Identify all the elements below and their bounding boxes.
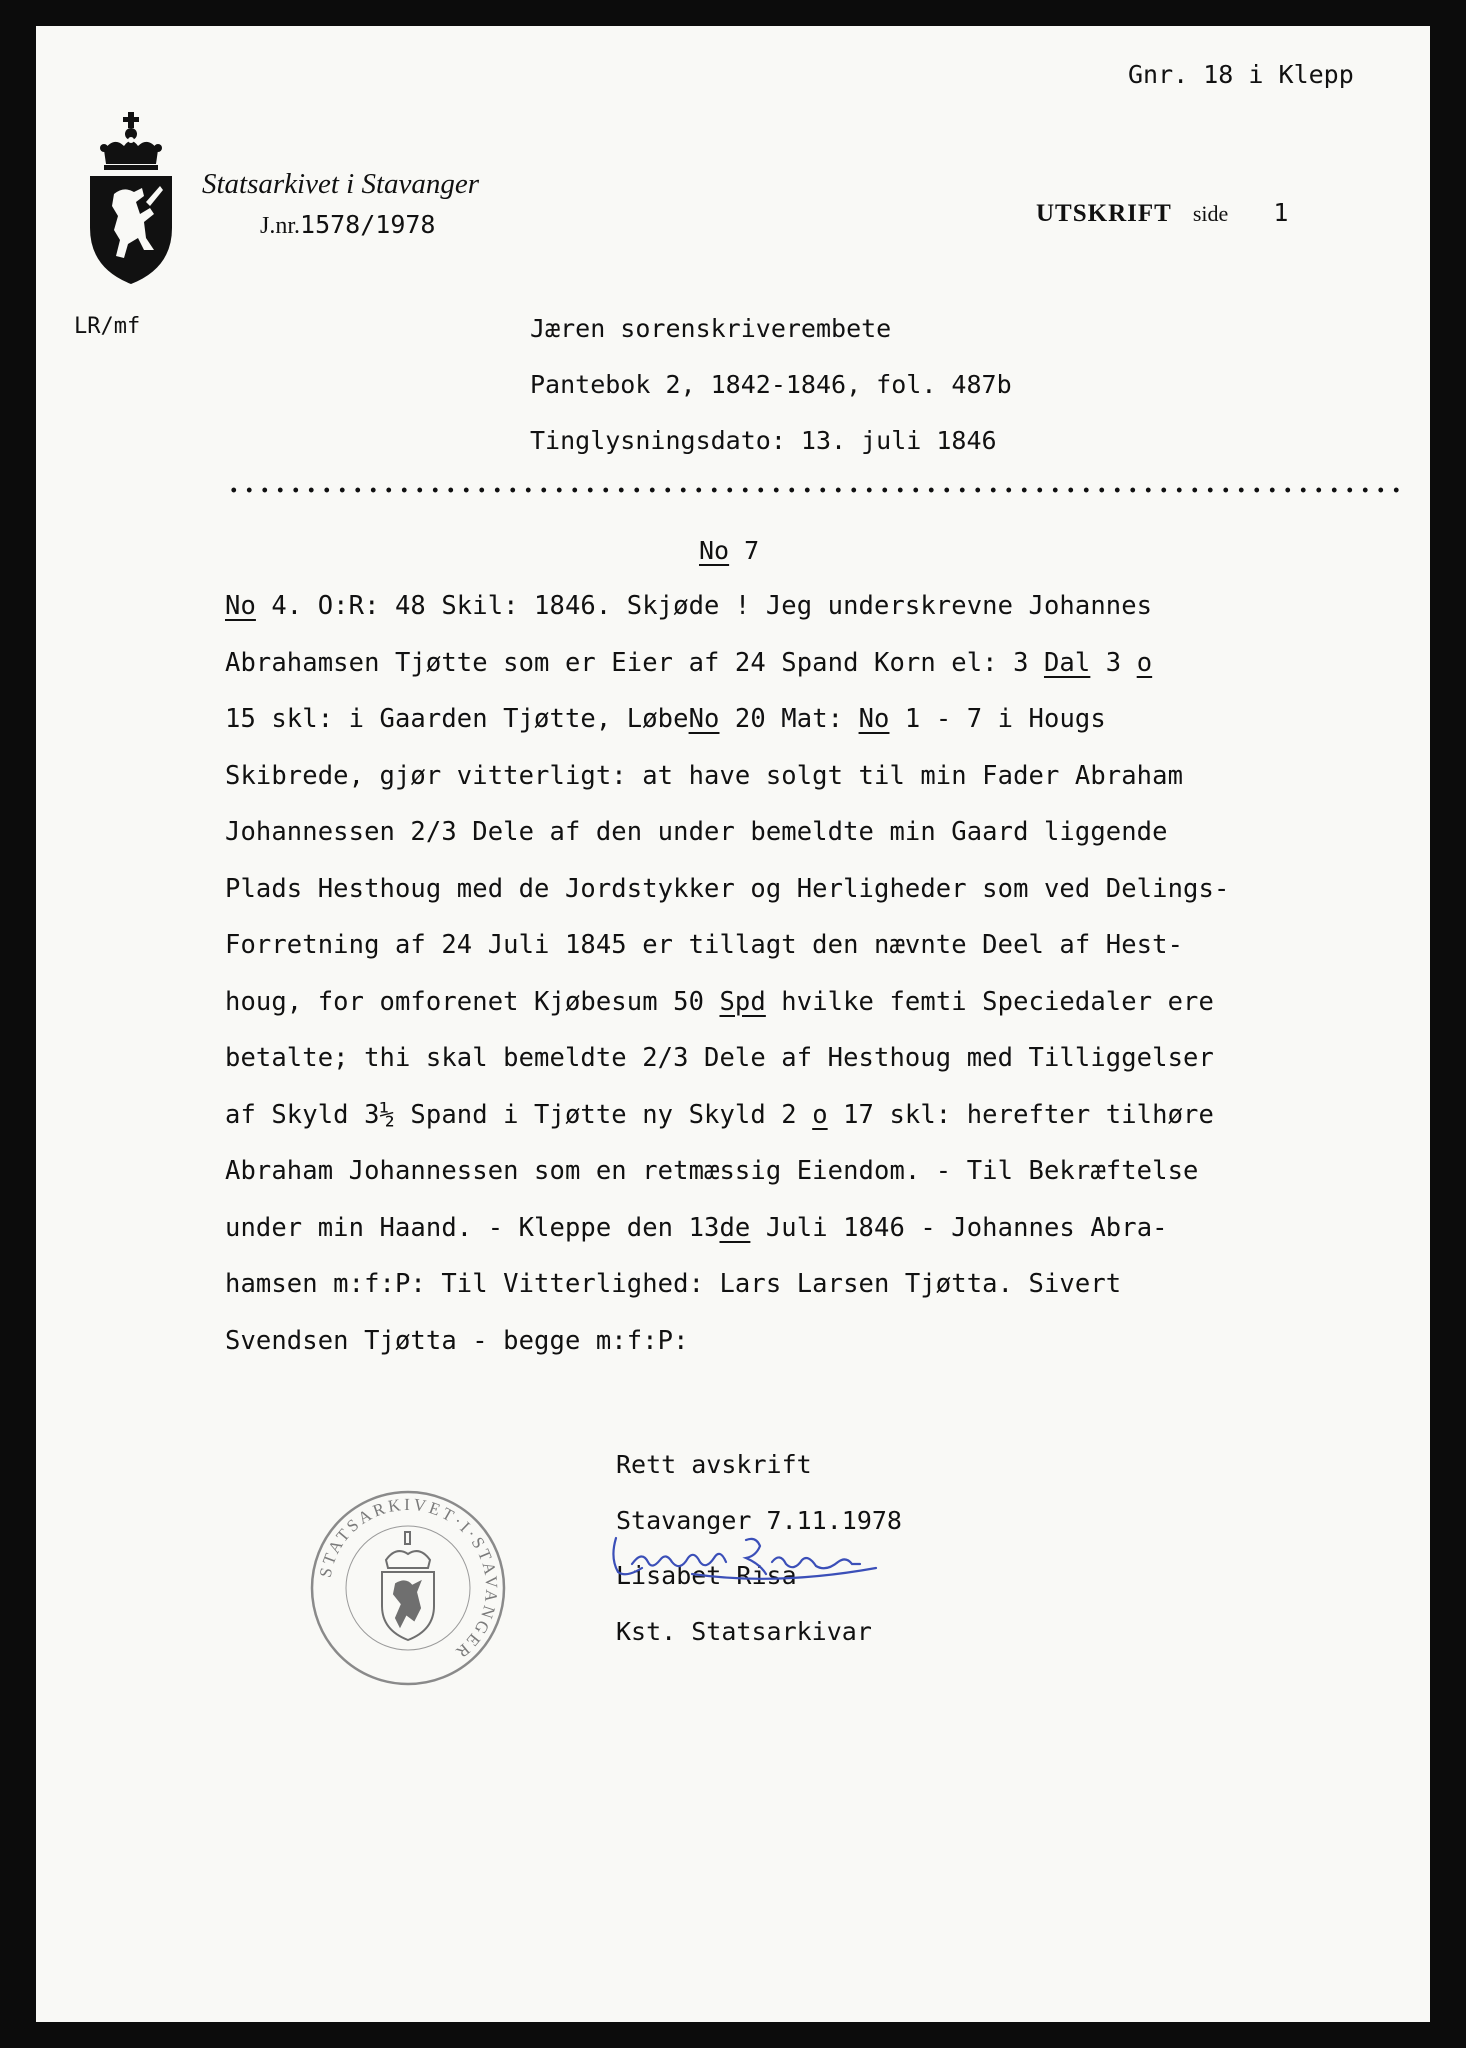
transcription-line xyxy=(225,761,1183,791)
document-number xyxy=(699,536,759,565)
initials: LR/mf xyxy=(74,314,141,339)
journal-number-prefix: J.nr. xyxy=(260,213,301,239)
coat-of-arms-icon xyxy=(84,110,178,286)
farm-reference: Gnr. 18 i Klepp xyxy=(1128,60,1354,89)
line-text: Forretning af 24 Juli 1845 er tillagt den nævnte Deel af Hest- xyxy=(225,930,1184,960)
underlined-abbreviation: Spd xyxy=(719,986,766,1017)
seal-text: STATSARKIVET·I·STAVANGER xyxy=(315,1494,502,1664)
svg-text:STATSARKIVET·I·STAVANGER xyxy=(316,1495,502,1664)
line-text: 17 skl: herefter tilhøre xyxy=(827,1099,1214,1130)
underlined-abbreviation: de xyxy=(719,1212,751,1243)
transcription-line xyxy=(225,648,1152,678)
underlined-abbreviation: No xyxy=(225,591,256,621)
certification-line-4: Kst. Statsarkivar xyxy=(616,1617,872,1646)
source-date: Tinglysningsdato: 13. juli 1846 xyxy=(530,426,997,455)
underlined-abbreviation: No xyxy=(858,704,890,734)
handwritten-signature xyxy=(596,1528,896,1588)
line-text: 15 skl: i Gaarden Tjøtte, Løbe xyxy=(225,704,689,734)
line-text: 3 xyxy=(1090,647,1137,678)
transcription-line xyxy=(225,1269,1121,1299)
line-text: hvilke femti Speciedaler ere xyxy=(765,986,1214,1017)
line-text: under min Haand. - Kleppe den 13 xyxy=(225,1212,720,1243)
seal-lion-icon xyxy=(382,1532,434,1640)
certification-line-2: Stavanger 7.11.1978 xyxy=(616,1506,902,1535)
page-number: 1 xyxy=(1273,198,1289,227)
line-text: 4. O:R: 48 Skil: 1846. Skjøde ! Jeg underskrevne Johannes xyxy=(255,591,1153,621)
document-number-prefix: No xyxy=(699,536,730,565)
transcript-label: UTSKRIFT xyxy=(1036,200,1172,227)
line-text: Juli 1846 - Johannes Abra- xyxy=(750,1212,1168,1243)
document-number-value: 7 xyxy=(729,536,760,565)
transcription-line xyxy=(225,1156,1199,1186)
journal-number xyxy=(260,210,435,240)
line-text: Johannessen 2/3 Dele af den under bemeldte min Gaard liggende xyxy=(225,817,1168,847)
transcription-line xyxy=(225,704,1106,734)
line-text: Plads Hesthoug med de Jordstykker og Herligheder som ved Delings- xyxy=(225,873,1230,904)
underlined-abbreviation: No xyxy=(688,704,720,734)
line-text: 1 - 7 i Hougs xyxy=(889,704,1106,734)
transcript-header xyxy=(1036,198,1288,228)
dotted-separator xyxy=(226,486,1406,494)
transcription-line xyxy=(225,1043,1214,1073)
underlined-abbreviation: o xyxy=(1136,647,1153,678)
line-text: Abraham Johannessen som en retmæssig Eiendom. - Til Bekræftelse xyxy=(225,1156,1199,1186)
line-text: hamsen m:f:P: Til Vitterlighed: Lars Larsen Tjøtta. Sivert xyxy=(225,1269,1122,1299)
official-seal xyxy=(308,1488,508,1688)
line-text: Svendsen Tjøtta - begge m:f:P: xyxy=(225,1325,689,1356)
archive-name: Statsarkivet i Stavanger xyxy=(202,168,480,200)
line-text: Abrahamsen Tjøtte som er Eier af 24 Spand Korn el: 3 xyxy=(225,647,1044,678)
line-text: betalte; thi skal bemeldte 2/3 Dele af Hesthoug med Tilliggelser xyxy=(225,1043,1214,1073)
source-office: Jæren sorenskriverembete xyxy=(530,314,892,343)
certification-line-1: Rett avskrift xyxy=(616,1450,812,1479)
underlined-abbreviation: Dal xyxy=(1043,647,1091,678)
source-book: Pantebok 2, 1842-1846, fol. 487b xyxy=(530,370,1012,399)
transcription-line xyxy=(225,1213,1168,1243)
transcription-line xyxy=(225,817,1168,847)
underlined-abbreviation: o xyxy=(812,1099,828,1130)
document-page xyxy=(36,26,1430,2022)
transcription-line xyxy=(225,1100,1214,1130)
transcription-line xyxy=(225,1326,689,1356)
transcription-line xyxy=(225,930,1183,960)
journal-number-value: 1578/1978 xyxy=(300,210,436,239)
line-text: af Skyld 3½ Spand i Tjøtte ny Skyld 2 xyxy=(225,1099,813,1130)
side-label: side xyxy=(1192,201,1229,226)
line-text: Skibrede, gjør vitterligt: at have solgt til min Fader Abraham xyxy=(225,760,1184,791)
transcription-line xyxy=(225,591,1152,621)
line-text: 20 Mat: xyxy=(719,704,859,734)
transcription-line xyxy=(225,874,1229,904)
certification-line-3: Lisabet Risa xyxy=(616,1561,797,1590)
line-text: houg, for omforenet Kjøbesum 50 xyxy=(225,986,720,1017)
transcription-line xyxy=(225,987,1214,1017)
